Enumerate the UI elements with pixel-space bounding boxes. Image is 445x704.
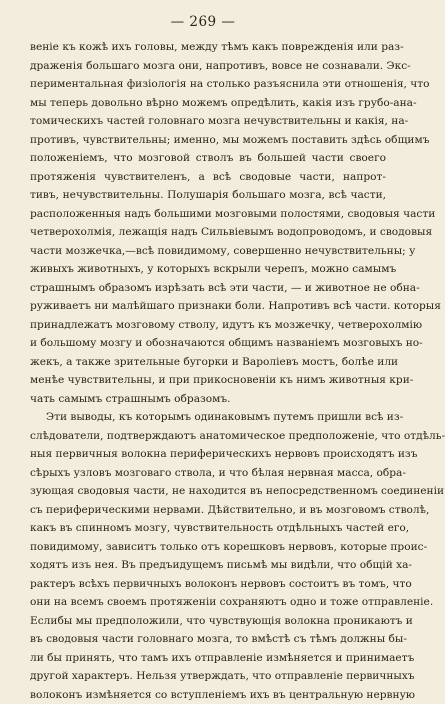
text-line: томическихъ частей головнаго мозга нечувствительны и какія, на- [30,112,386,131]
text-line: принадлежатъ мозговому стволу, идутъ къ мозжечку, четверохолмію [30,316,386,335]
text-line: живыхъ животныхъ, у которыхъ вскрыли черепъ, можно самымъ [30,260,386,279]
text-line: сѣрыхъ узловъ мозговаго ствола, и что бѣлая нервная масса, обра- [30,464,386,483]
text-line: ходятъ изъ нея. Въ предъидущемъ письмѣ мы видѣли, что общій ха- [30,556,386,575]
text-line: слѣдователи, подтверждаютъ анатомическое предположеніе, что отдѣль- [30,427,386,446]
text-line: они на всемъ своемъ протяженіи сохраняютъ одно и тоже отправленіе. [30,593,386,612]
text-line: какъ въ спинномъ мозгу, чувствительность отдѣльныхъ частей его, [30,519,386,538]
text-line: части мозжечка,—всѣ повидимому, совершенно нечувствительны; у [30,242,386,261]
text-line: въ сводовыя части головнаго мозга, то вмѣстѣ съ тѣмъ должны бы- [30,630,386,649]
text-line: Эти выводы, къ которымъ одинаковымъ путемъ пришли всѣ из- [30,408,386,427]
text-line: тивъ, нечувствительны. Полушарія большаго мозга, всѣ части, [30,186,386,205]
text-line: мы теперь довольно вѣрно можемъ опредѣлить, какія изъ грубо-ана- [30,94,386,113]
text-line: руживаетъ ни малѣйшаго признаки боли. Напротивъ всѣ части. которыя [30,297,386,316]
text-line: жекъ, а также зрительные бугорки и Вароліевъ мостъ, болѣе или [30,353,386,372]
text-body [30,38,386,704]
text-line: страшнымъ образомъ изрѣзать всѣ эти части, — и животное не обна- [30,279,386,298]
text-line: съ периферическими нервами. Дѣйствительно, и въ мозговомъ стволѣ, [30,501,386,520]
text-line: ли бы принять, что тамъ ихъ отправленіе измѣняется и принимаетъ [30,649,386,668]
text-line: четверохолмія, лежащія надъ Сильвіевымъ водопроводомъ, и сводовыя [30,223,386,242]
text-line: менѣе чувствительны, и при прикосновеніи къ нимъ животныя кри- [30,371,386,390]
text-line: чать самымъ страшнымъ образомъ. [30,390,386,409]
text-line: положеніемъ, что мозговой стволъ въ большей части своего [30,149,386,168]
text-line: драженія большаго мозга они, напротивъ, вовсе не сознавали. Экс- [30,57,386,76]
text-line: повидимому, зависитъ только отъ корешковъ нервовъ, которые проис- [30,538,386,557]
text-line: зующая сводовыя части, не находится въ непосредственномъ соединеніи [30,482,386,501]
text-line: ныя первичныя волокна периферическихъ нервовъ происходятъ изъ [30,445,386,464]
text-line: Еслибы мы предположили, что чувствующія волокна проникаютъ и [30,612,386,631]
text-line: волоконъ измѣняется со вступленіемъ ихъ въ центральную нервную [30,686,386,704]
text-line: другой характеръ. Нельзя утверждать, что отправленіе первичныхъ [30,667,386,686]
text-line: рактеръ всѣхъ первичныхъ волоконъ нервовъ состоитъ въ томъ, что [30,575,386,594]
page-number: — 269 — [0,14,406,30]
text-line: и большому мозгу и обозначаются общимъ названіемъ мозговыхъ но- [30,334,386,353]
text-line: расположенныя надъ большими мозговыми полостями, сводовыя части [30,205,386,224]
text-line: веніе къ кожѣ ихъ головы, между тѣмъ какъ поврежденія или раз- [30,38,386,57]
text-line: периментальная физіологія на столько разъяснила эти отношенія, что [30,75,386,94]
text-line: противъ, чувствительны; именно, мы можемъ поставить здѣсь общимъ [30,131,386,150]
text-line: протяженія чувствителенъ, а всѣ сводовые части, напрот- [30,168,386,187]
